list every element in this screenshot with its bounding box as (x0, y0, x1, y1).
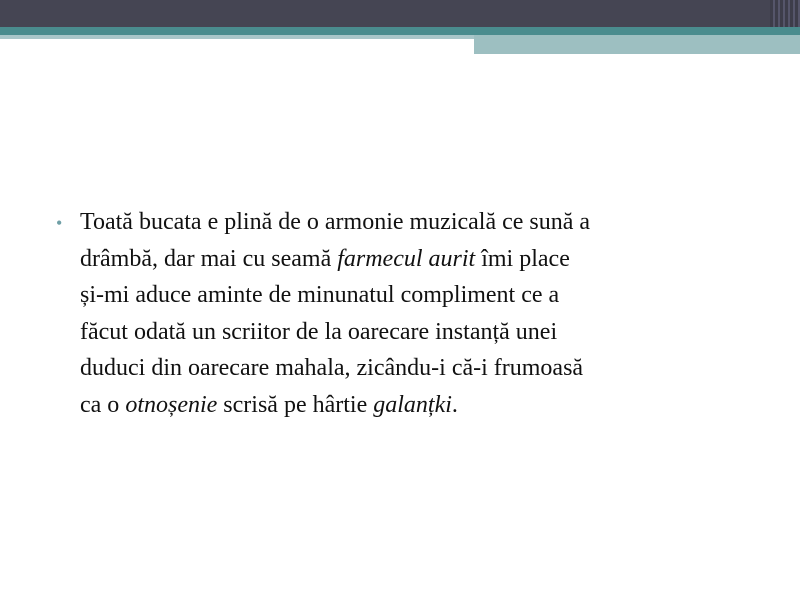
text-line (80, 241, 752, 278)
text-segment: Toată bucata e plină de o armonie muzicală ce sună a (80, 209, 591, 235)
slide-content (56, 204, 756, 423)
header-band (0, 0, 800, 27)
text-segment: duduci din oarecare mahala, zicându-i că-i frumoasă (80, 355, 584, 381)
header-band-edge-texture (770, 0, 800, 27)
text-segment: ca o (80, 391, 126, 418)
text-segment: scrisă pe hârtie (217, 391, 374, 418)
italic-phrase: otnoșenie (125, 391, 218, 418)
text-line (80, 387, 752, 424)
text-segment: făcut odată un scriitor de la oarecare instanță unei (80, 318, 558, 345)
text-line (80, 277, 752, 314)
text-line (80, 350, 752, 387)
bullet-marker-icon: • (56, 213, 63, 233)
bullet-text (80, 204, 752, 423)
bullet-item (56, 204, 756, 423)
text-segment: drâmbă, dar mai cu seamă (80, 245, 338, 272)
header-pale-stripe (0, 35, 474, 39)
italic-phrase: galanțki (373, 391, 452, 418)
text-segment: și-mi aduce aminte de minunatul compliment ce a (80, 282, 560, 308)
italic-phrase: farmecul aurit (337, 245, 476, 272)
text-segment: îmi place (475, 245, 570, 272)
text-line (80, 204, 752, 241)
header-side-block (474, 35, 800, 54)
text-line (80, 314, 752, 351)
header-teal-stripe (0, 27, 800, 35)
text-segment: . (451, 391, 458, 418)
